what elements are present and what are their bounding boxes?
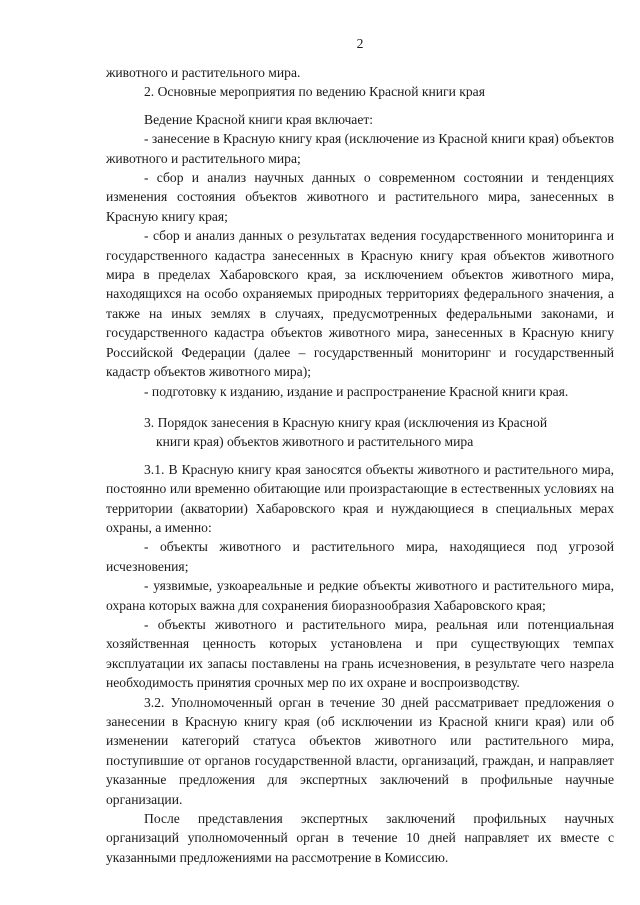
list-item: - сбор и анализ данных о результатах ведения государственного мониторинга и государственного кадастра занесенных в Красную книгу края объектов животного мира в пределах Хабаровского края, за исключением объектов животного мира, находящихся на особо охраняемых природных территориях федерального значения, а также на иных землях в случаях, предусмотренных федеральными законами, и государственного кадастра объектов животного мира, занесенных в Красную книгу Российской Федерации (далее – государственный мониторинг и государственный кадастр объектов животного мира); [106,228,614,380]
list-item: - подготовку к изданию, издание и распространение Красной книги края. [144,383,569,399]
list-item: - сбор и анализ научных данных о современном состоянии и тенденциях изменения состояния объектов животного и растительного мира, занесенных в Красную книгу края; [106,170,614,224]
section-heading-3-line2: книги края) объектов животного и растительного мира [156,434,474,450]
section-heading-2: 2. Основные мероприятия по ведению Красной книги края [144,84,485,100]
section-heading-3 [106,413,614,452]
list-item: - объекты животного и растительного мира, находящиеся под угрозой исчезновения; [106,539,614,574]
paragraph-continuation: животного и растительного мира. [106,65,301,80]
paragraph-intro: Ведение Красной книги края включает: [144,111,374,127]
list-item: - занесение в Красную книгу края (исключение из Красной книги края) объектов животного и растительного мира; [106,131,614,166]
document-page [106,34,614,867]
section-heading-3-line1: 3. Порядок занесения в Красную книгу края (исключения из Красной [144,414,548,430]
list-item: - уязвимые, узкоареальные и редкие объекты животного и растительного мира, охрана которых важна для сохранения биоразнообразия Хабаровского края; [106,578,614,613]
paragraph-3-2: 3.2. Уполномоченный орган в течение 30 дней рассматривает предложения о занесении в Красную книгу края (об исключении из Красной книги края) или об изменении категорий статуса объектов животного или растительного мира, поступившие от органов государственной власти, организаций, граждан, и направляет указанные предложения для экспертных заключений в профильные научные организации. [106,694,614,807]
spacer [106,102,614,110]
spacer [106,401,614,413]
spacer [106,452,614,460]
list-item: - объекты животного и растительного мира, реальная или потенциальная хозяйственная ценность которых установлена и при существующих темпах эксплуатации их запасы поставлены на грань исчезновения, в результате чего назрела необходимость принятия срочных мер по их охране и воспроизводству. [106,616,614,691]
page-number: 2 [356,36,364,51]
paragraph-3-1: 3.1. В Красную книгу края заносятся объекты животного и растительного мира, постоянно или временно обитающие или произрастающие в естественных условиях на территории (акватории) Хабаровского края и нуждающиеся в специальных мерах охраны, а именно: [106,461,614,535]
paragraph-final: После представления экспертных заключений профильных научных организаций уполномоченный орган в течение 10 дней направляет их вместе с указанными предложениями на рассмотрение в Комиссию. [106,811,614,865]
